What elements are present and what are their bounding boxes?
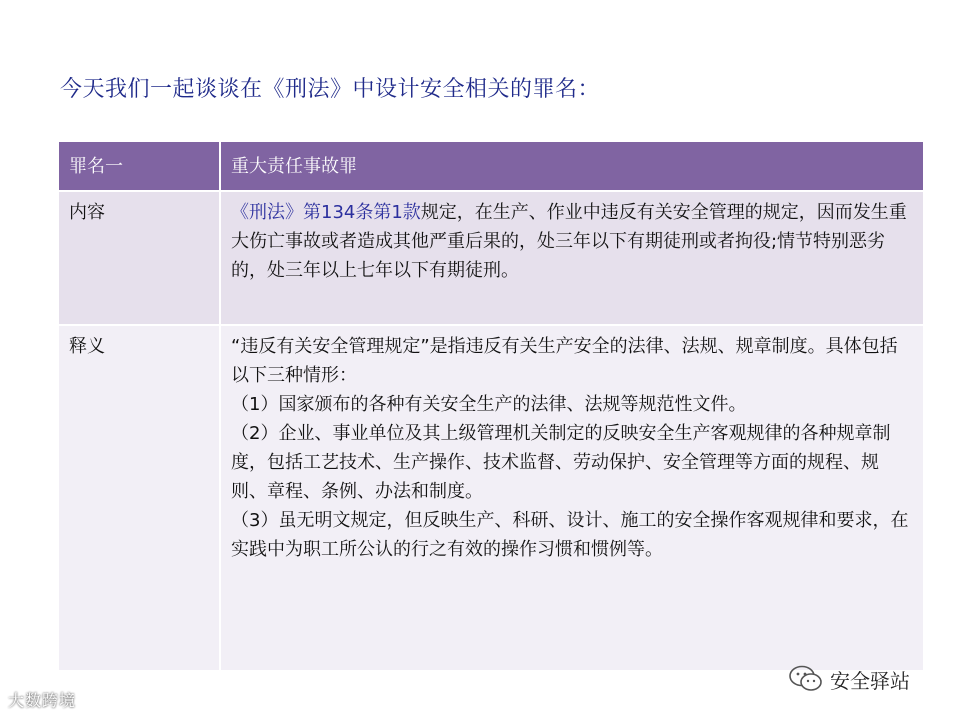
explanation-paragraph: （1）国家颁布的各种有关安全生产的法律、法规等规范性文件。 bbox=[231, 394, 747, 415]
watermark-right-label: 安全驿站 bbox=[830, 668, 910, 693]
row-value-content bbox=[220, 191, 924, 325]
law-reference: 《刑法》第134条第1款 bbox=[231, 202, 421, 223]
content-text: 规定，在生产、作业中违反有关安全管理的规定，因而发生重大伤亡事故或者造成其他严重后果的，处三年以下有期徒刑或者拘役;情节特别恶劣的，处三年以上七年以下有期徒刑。 bbox=[231, 202, 907, 281]
watermark-left: 大数跨境 bbox=[8, 691, 77, 710]
row-label-content: 内容 bbox=[58, 191, 220, 325]
wechat-icon bbox=[788, 664, 824, 694]
row-value-explanation bbox=[220, 325, 924, 671]
header-label: 罪名一 bbox=[58, 141, 220, 191]
watermark-right bbox=[788, 664, 910, 694]
table-row-content bbox=[58, 191, 924, 325]
table-header-row bbox=[58, 141, 924, 191]
explanation-paragraph: （2）企业、事业单位及其上级管理机关制定的反映安全生产客观规律的各种规章制度，包括工艺技术、生产操作、技术监督、劳动保护、安全管理等方面的规程、规则、章程、条例、办法和制度。 bbox=[231, 423, 891, 502]
table-row-explanation bbox=[58, 325, 924, 671]
explanation-paragraph: （3）虽无明文规定，但反映生产、科研、设计、施工的安全操作客观规律和要求，在实践中为职工所公认的行之有效的操作习惯和惯例等。 bbox=[231, 510, 909, 560]
row-label-explanation: 释义 bbox=[58, 325, 220, 671]
page-title: 今天我们一起谈谈在《刑法》中设计安全相关的罪名： bbox=[60, 77, 601, 102]
explanation-paragraph: “违反有关安全管理规定”是指违反有关生产安全的法律、法规、规章制度。具体包括以下三种情形： bbox=[231, 336, 898, 386]
header-value: 重大责任事故罪 bbox=[220, 141, 924, 191]
crime-table bbox=[57, 140, 925, 672]
